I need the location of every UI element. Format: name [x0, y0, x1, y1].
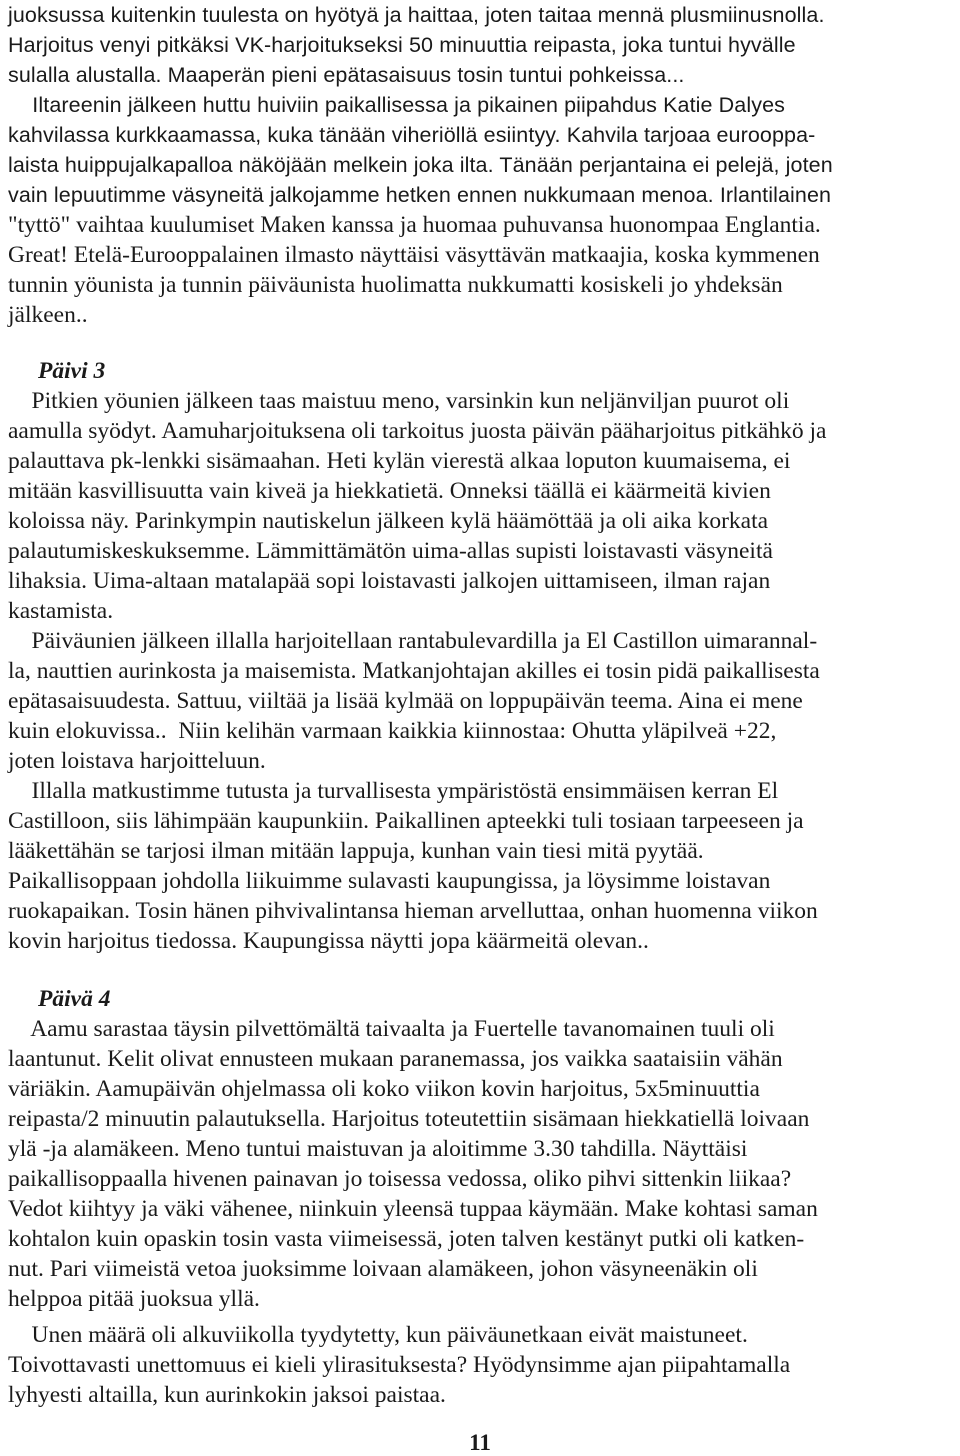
text-line: kahvilassa kurkkaamassa, kuka tänään viheriöllä esiintyy. Kahvila tarjoaa eurooppa- — [8, 123, 816, 147]
text-line: jälkeen.. — [8, 302, 88, 328]
text-line: Iltareenin jälkeen huttu huiviin paikallisessa ja pikainen piipahdus Katie Dalyes — [8, 93, 785, 117]
text-line: lyhyesti altailla, kun aurinkokin jaksoi paistaa. — [8, 1382, 446, 1408]
text-line: sulalla alustalla. Maaperän pieni epätasaisuus tosin tuntui pohkeissa... — [8, 63, 685, 87]
text-line: Vedot kiihtyy ja väki vähenee, niinkuin yleensä tuppaa käymään. Make kohtasi saman — [8, 1196, 818, 1222]
text-line: kovin harjoitus tiedossa. Kaupungissa näytti jopa käärmeitä olevan.. — [8, 928, 649, 954]
text-line: paikallisoppaalla hivenen painavan jo toisessa vedossa, oliko pihvi sittenkin liikaa? — [8, 1166, 792, 1192]
text-line: aamulla syödyt. Aamuharjoituksena oli tarkoitus juosta päivän pääharjoitus pitkähkö ja — [8, 418, 827, 444]
section-heading-day-3: Päivi 3 — [38, 358, 106, 384]
text-line: Illalla matkustimme tutusta ja turvallisesta ympäristöstä ensimmäisen kerran El — [8, 778, 779, 804]
text-line: vain lepuutimme väsyneitä jalkojamme hetken ennen nukkumaan menoa. Irlantilainen — [8, 183, 832, 207]
text-line: juoksussa kuitenkin tuulesta on hyötyä ja haittaa, joten taitaa mennä plusmiinusnolla. — [8, 3, 825, 27]
text-line: Aamu sarastaa täysin pilvettömältä taivaalta ja Fuertelle tavanomainen tuuli oli — [8, 1016, 775, 1042]
text-line: nut. Pari viimeistä vetoa juoksimme loivaan alamäkeen, johon väsyneenäkin oli — [8, 1256, 758, 1282]
text-line: Harjoitus venyi pitkäksi VK-harjoitukseksi 50 minuuttia reipasta, joka tuntui hyvälle — [8, 33, 796, 57]
text-line: helppoa pitää juoksua yllä. — [8, 1286, 260, 1312]
text-line: epätasaisuudesta. Sattuu, viiltää ja lisää kylmää on loppupäivän teema. Aina ei mene — [8, 688, 803, 714]
text-line: Pitkien yöunien jälkeen taas maistuu meno, varsinkin kun neljänviljan puurot oli — [8, 388, 790, 414]
text-line: väriäkin. Aamupäivän ohjelmassa oli koko viikon kovin harjoitus, 5x5minuuttia — [8, 1076, 760, 1102]
text-line: lihaksia. Uima-altaan matalapää sopi loistavasti jalkojen uittamiseen, ilman rajan — [8, 568, 771, 594]
text-line: Toivottavasti unettomuus ei kieli ylirasituksesta? Hyödynsimme ajan piipahtamalla — [8, 1352, 791, 1378]
text-line: Unen määrä oli alkuviikolla tyydytetty, kun päiväunetkaan eivät maistuneet. — [8, 1322, 748, 1348]
section-heading-day-4: Päivä 4 — [38, 986, 111, 1012]
text-line: ruokapaikan. Tosin hänen pihvivalintansa hieman arvelluttaa, onhan huomenna viikon — [8, 898, 818, 924]
text-line: Castilloon, siis lähimpään kaupunkiin. Paikallinen apteekki tuli tosiaan tarpeeseen ja — [8, 808, 804, 834]
text-line: reipasta/2 minuutin palautuksella. Harjoitus toteutettiin sisämaan hiekkatiellä loivaan — [8, 1106, 810, 1132]
text-line: Great! Etelä-Eurooppalainen ilmasto näyttäisi väsyttävän matkaajia, koska kymmenen — [8, 242, 820, 268]
text-line: kuin elokuvissa.. Niin kelihän varmaan kaikkia kiinnostaa: Ohutta yläpilveä +22, — [8, 718, 777, 744]
text-line: "tyttö" vaihtaa kuulumiset Maken kanssa ja huomaa puhuvansa huonompaa Englantia. — [8, 212, 821, 238]
text-line: Paikallisoppaan johdolla liikuimme sulavasti kaupungissa, ja löysimme loistavan — [8, 868, 771, 894]
text-line: kastamista. — [8, 598, 114, 624]
text-line: laista huippujalkapalloa näköjään melkein joka ilta. Tänään perjantaina ei pelejä, joten — [8, 153, 833, 177]
text-line: palautumiskeskuksemme. Lämmittämätön uima-allas supisti loistavasti väsyneitä — [8, 538, 773, 564]
text-line: ylä -ja alamäkeen. Meno tuntui maistuvan ja aloitimme 3.30 tahdilla. Näyttäisi — [8, 1136, 748, 1162]
text-line: joten loistava harjoitteluun. — [8, 748, 266, 774]
text-line: Päiväunien jälkeen illalla harjoitellaan rantabulevardilla ja El Castillon uimarannal- — [8, 628, 818, 654]
text-line: kohtalon kuin opaskin tosin vasta viimeisessä, joten talven kestänyt putki oli katken- — [8, 1226, 805, 1252]
text-line: palauttava pk-lenkki sisämaahan. Heti kylän vierestä alkaa loputon kuumaisema, ei — [8, 448, 791, 474]
text-line: tunnin yöunista ja tunnin päiväunista huolimatta nukkumatti kosiskeli jo yhdeksän — [8, 272, 783, 298]
text-line: laantunut. Kelit olivat ennusteen mukaan paranemassa, jos vaikka saataisiin vähän — [8, 1046, 783, 1072]
text-line: la, nauttien aurinkosta ja maisemista. Matkanjohtajan akilles ei tosin pidä paikallisesta — [8, 658, 820, 684]
text-line: mitään kasvillisuutta vain kiveä ja hiekkatietä. Onneksi täällä ei käärmeitä kivien — [8, 478, 771, 504]
text-line: lääkettähän se tarjosi ilman mitään lappuja, kunhan vain tiesi mitä pyytää. — [8, 838, 704, 864]
page-number: 11 — [469, 1430, 491, 1455]
text-line: koloissa näy. Parinkympin nautiskelun jälkeen kylä häämöttää ja oli aika korkata — [8, 508, 769, 534]
